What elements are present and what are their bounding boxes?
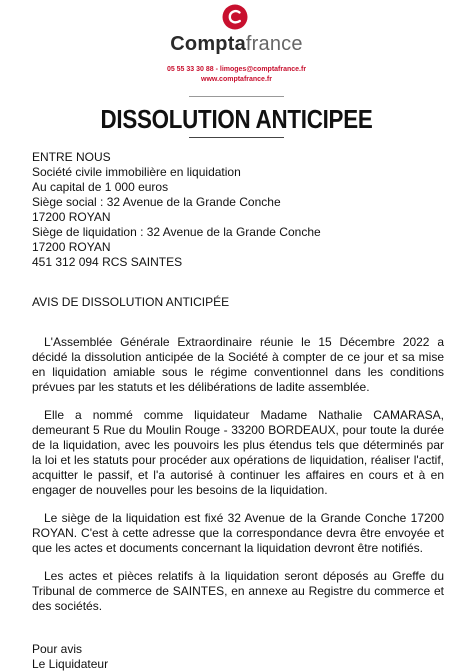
header	[0, 0, 473, 100]
header-divider	[189, 96, 284, 97]
parties-block	[32, 150, 444, 270]
brand-light: france	[245, 33, 303, 55]
parties-line: Siège social : 32 Avenue de la Grande Conche	[32, 195, 281, 209]
page-title: DISSOLUTION ANTICIPEE	[100, 104, 373, 134]
parties-line: 451 312 094 RCS SAINTES	[32, 255, 183, 269]
title-underline	[189, 137, 284, 138]
parties-line: Société civile immobilière en liquidation	[32, 165, 241, 179]
comptafrance-logo-icon	[222, 4, 248, 30]
paragraph-resolution: L'Assemblée Générale Extraordinaire réunie le 15 Décembre 2022 a décidé la dissolution anticipée de la Société à compter de ce jour et sa mise en liquidation amiable sous le régime conventionnel dans les conditions prévues par les statuts et les délibérations de ladite assemblée.	[32, 335, 444, 394]
paragraph-liquidator: Elle a nommé comme liquidateur Madame Nathalie CAMARASA, demeurant 5 Rue du Moulin Rouge - 33200 BORDEAUX, pour toute la durée de la liquidation, avec les pouvoirs les plus étendus tels que déterminés par la loi et les statuts pour procéder aux opérations de liquidation, réaliser l'actif, acquitter le passif, et l'a autorisé à continuer les affaires en cours et à en engager de nouvelles pour les besoins de la liquidation.	[32, 408, 444, 497]
paragraph-seat: Le siège de la liquidation est fixé 32 Avenue de la Grande Conche 17200 ROYAN. C'est à cette adresse que la correspondance devra être envoyée et que les actes et documents concernant la liquidation devront être notifiés.	[32, 511, 444, 555]
signature-line: Le Liquidateur	[32, 657, 109, 671]
notice-heading: AVIS DE DISSOLUTION ANTICIPÉE	[32, 295, 230, 309]
spacer	[32, 322, 444, 335]
website-link[interactable]: www.comptafrance.fr	[201, 76, 272, 83]
spacer	[32, 556, 444, 569]
paragraph-filing: Les actes et pièces relatifs à la liquidation seront déposés au Greffe du Tribunal de commerce de SAINTES, en annexe au Registre du commerce et des sociétés.	[32, 569, 444, 613]
parties-line: Au capital de 1 000 euros	[32, 180, 169, 194]
spacer	[32, 498, 444, 511]
spacer	[32, 395, 444, 408]
brand-bold: Compta	[170, 33, 246, 55]
closing-block	[32, 642, 444, 672]
closing-line: Pour avis	[32, 642, 83, 656]
parties-line: 17200 ROYAN	[32, 240, 111, 254]
parties-line: 17200 ROYAN	[32, 210, 111, 224]
brand-name	[0, 33, 473, 56]
spacer	[32, 270, 444, 283]
parties-line: Siège de liquidation : 32 Avenue de la Grande Conche	[32, 225, 321, 239]
parties-line: ENTRE NOUS	[32, 150, 111, 164]
notice-body	[32, 150, 444, 672]
contact-line: 05 55 33 30 88 - limoges@comptafrance.fr	[166, 66, 307, 73]
